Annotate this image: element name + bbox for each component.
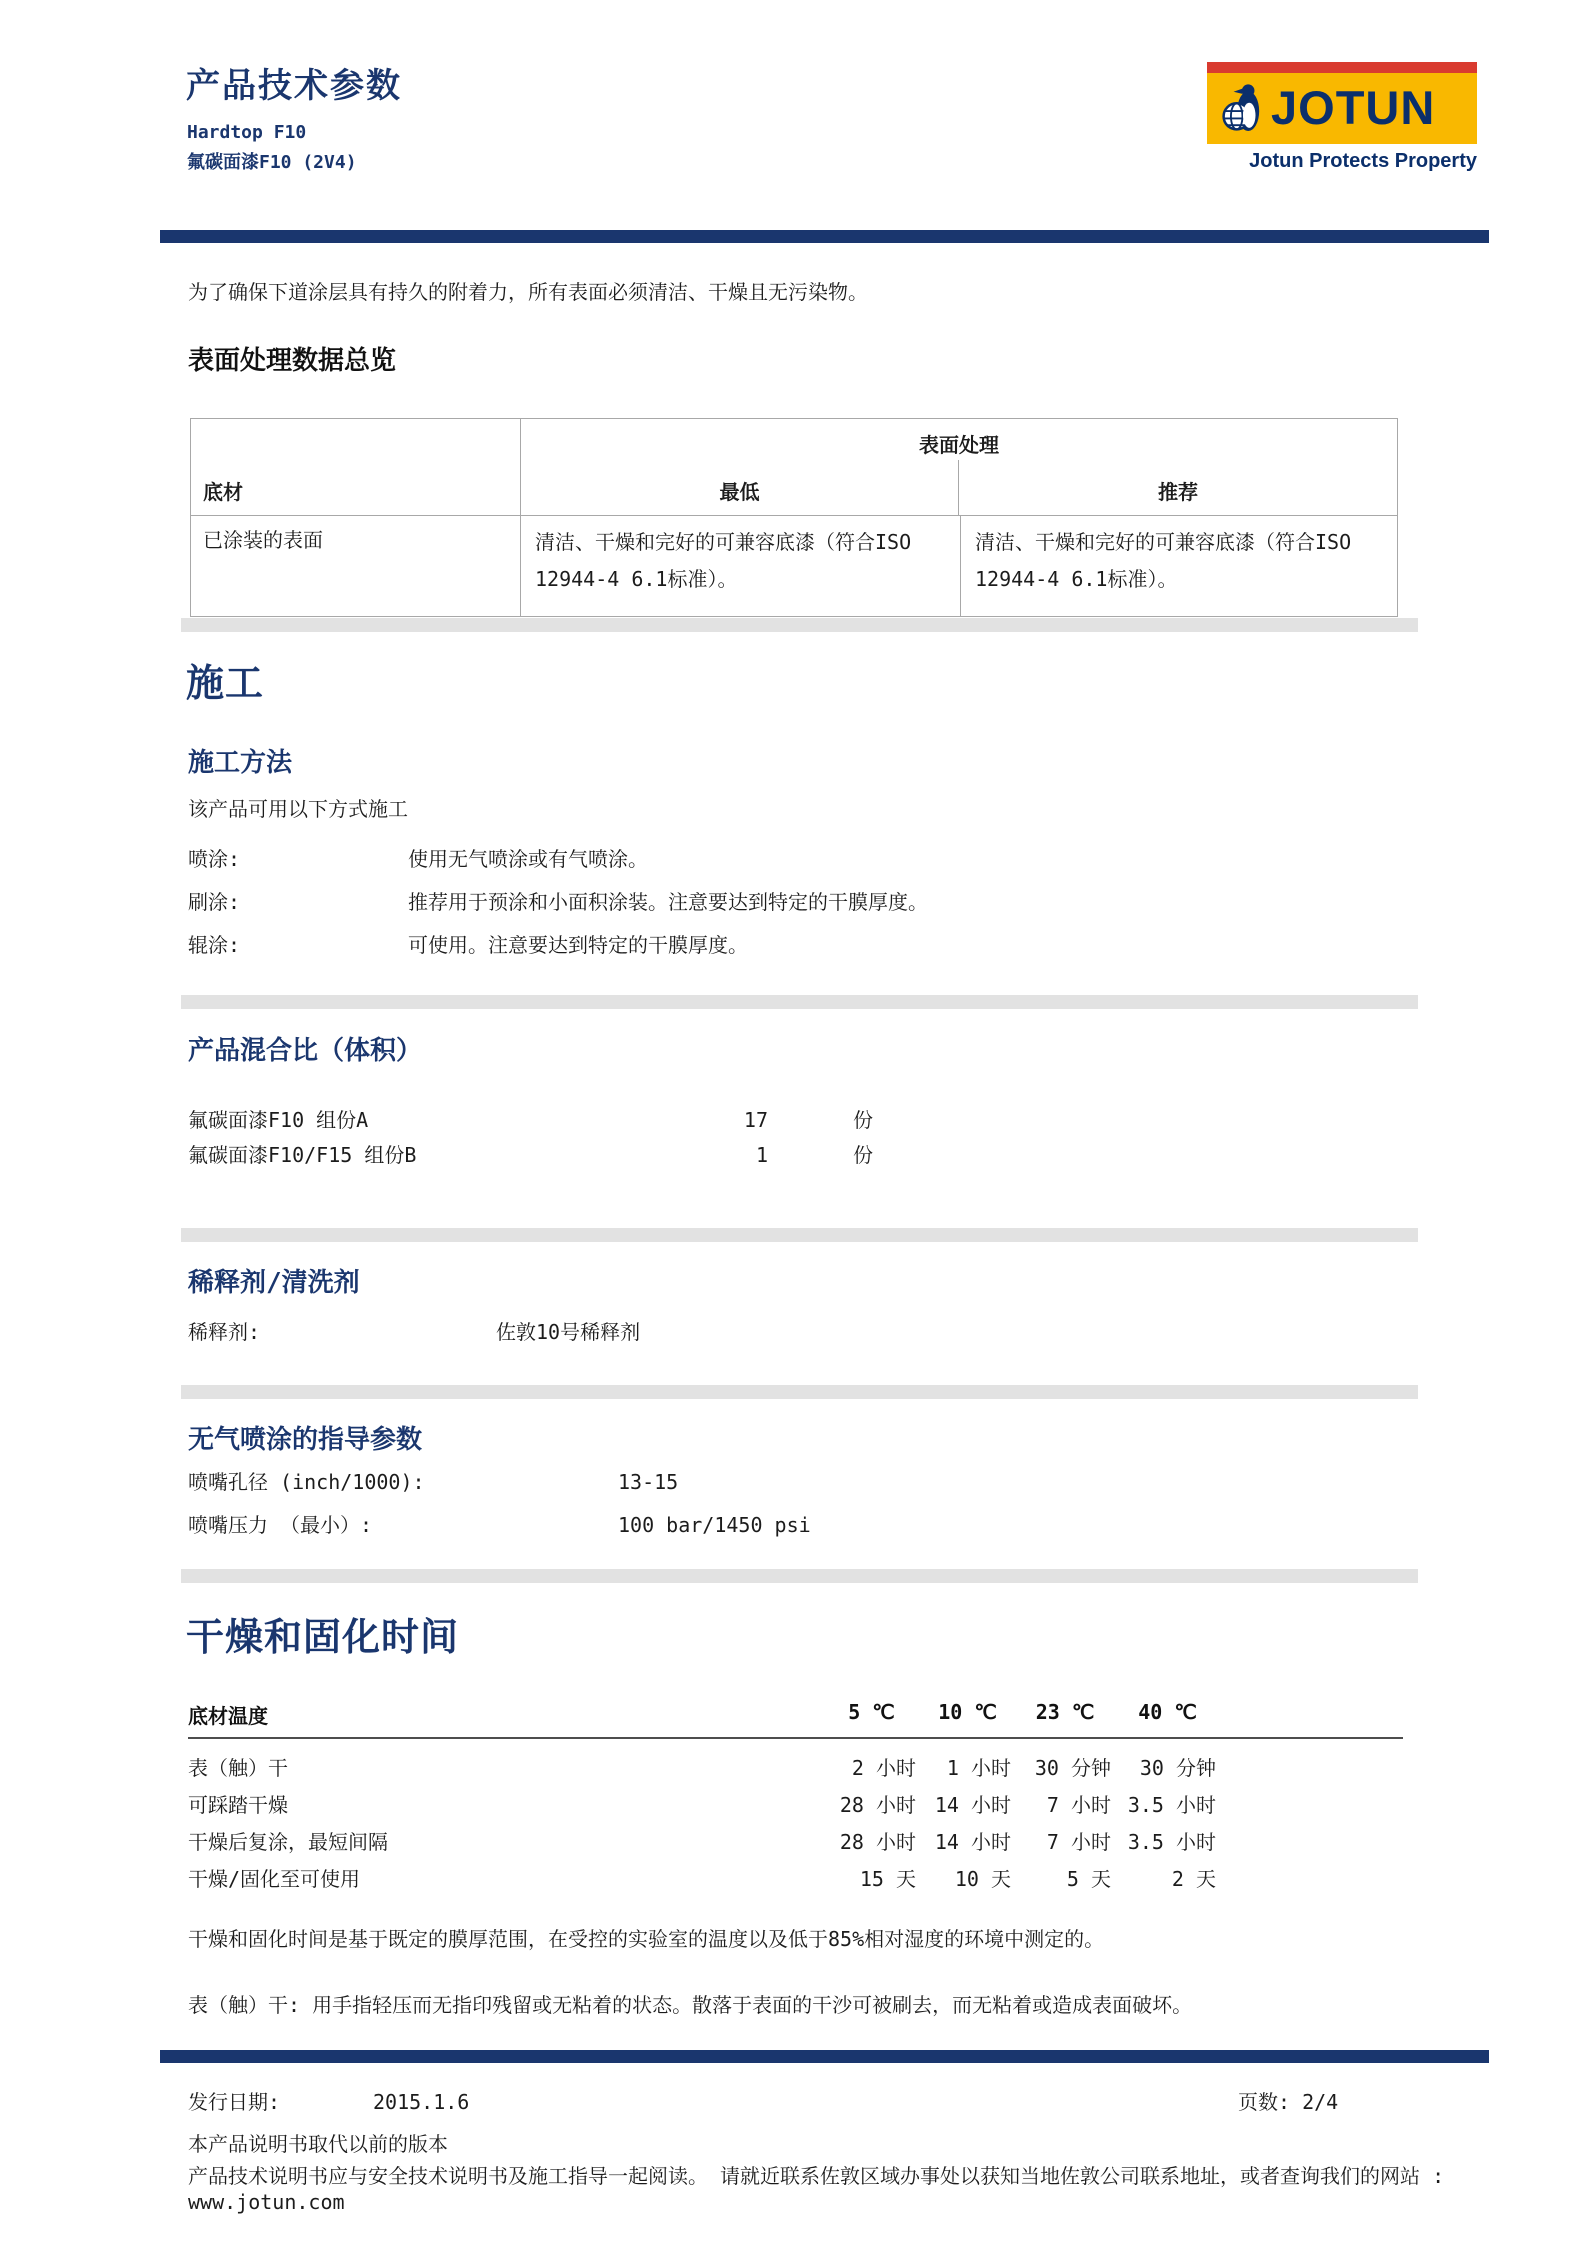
cell-value: 28 小时 (839, 1793, 916, 1817)
mix-row-a (188, 1104, 873, 1133)
cell-value: 14 小时 (934, 1793, 1011, 1817)
thinner-heading: 稀释剂/清洗剂 (188, 1268, 360, 1298)
col-header-minimum: 最低 (521, 460, 959, 515)
footer-website: www.jotun.com (188, 2190, 345, 2214)
surface-prep-heading: 表面处理数据总览 (188, 346, 397, 376)
cell-minimum: 清洁、干燥和完好的可兼容底漆（符合ISO 12944-4 6.1标准）。 (521, 516, 961, 616)
method-desc: 使用无气喷涂或有气喷涂。 (408, 847, 648, 871)
mix-component: 氟碳面漆F10/F15 组份B (188, 1143, 417, 1167)
mix-component: 氟碳面漆F10 组份A (188, 1108, 369, 1132)
method-row-roller (188, 929, 748, 958)
cell-value: 3.5 小时 (1127, 1830, 1216, 1854)
cell-substrate: 已涂装的表面 (191, 516, 521, 616)
surface-prep-table-header (191, 419, 1397, 515)
drying-table-body (188, 1748, 1403, 1896)
cell-value: 30 分钟 (1139, 1756, 1216, 1780)
cell-value: 2 小时 (851, 1756, 916, 1780)
issue-date-label: 发行日期: (188, 2090, 281, 2114)
drying-table-header (188, 1700, 1403, 1729)
application-heading: 施工 (186, 661, 265, 705)
jotun-logo (1207, 62, 1477, 144)
thinner-value: 佐敦10号稀释剂 (496, 1320, 641, 1344)
section-separator (181, 1385, 1418, 1399)
logo-wordmark: JOTUN (1271, 81, 1436, 134)
table-row (191, 515, 1397, 616)
cell-value: 30 分钟 (1034, 1756, 1111, 1780)
footer-disclaimer-1: 本产品说明书取代以前的版本 (188, 2132, 448, 2156)
row-label: 干燥后复涂，最短间隔 (188, 1830, 388, 1854)
cell-value: 3.5 小时 (1127, 1793, 1216, 1817)
section-separator (181, 995, 1418, 1009)
thinner-label: 稀释剂: (188, 1320, 261, 1344)
cell-value: 10 天 (954, 1867, 1011, 1891)
method-desc: 推荐用于预涂和小面积涂装。注意要达到特定的干膜厚度。 (408, 890, 928, 914)
jotun-penguin-globe-icon (1221, 81, 1267, 137)
temp-col-40c: 40 ℃ (1138, 1700, 1197, 1724)
row-label: 表（触）干 (188, 1756, 288, 1780)
intro-paragraph: 为了确保下道涂层具有持久的附着力，所有表面必须清洁、干燥且无污染物。 (188, 280, 868, 304)
airless-heading: 无气喷涂的指导参数 (188, 1425, 423, 1455)
surface-prep-table (190, 418, 1398, 617)
table-row (188, 1859, 1403, 1896)
method-row-spray (188, 843, 648, 872)
top-divider-bar (160, 230, 1489, 243)
temp-col-10c: 10 ℃ (938, 1700, 997, 1724)
airless-row-tip (188, 1466, 678, 1495)
drying-heading: 干燥和固化时间 (186, 1615, 460, 1659)
section-separator (181, 1228, 1418, 1242)
table-row (188, 1785, 1403, 1822)
col-header-substrate: 底材 (191, 419, 521, 515)
airless-label: 喷嘴孔径 (inch/1000): (188, 1470, 425, 1494)
row-label: 干燥/固化至可使用 (188, 1867, 361, 1891)
drying-row-header: 底材温度 (188, 1704, 268, 1728)
mix-unit: 份 (853, 1108, 873, 1132)
cell-value: 7 小时 (1046, 1793, 1111, 1817)
table-row (188, 1748, 1403, 1785)
method-row-brush (188, 886, 928, 915)
drying-note-touch-dry: 表（触）干: 用手指轻压而无指印残留或无粘着的状态。散落于表面的干沙可被刷去，而无粘着或造成表面破坏。 (188, 1993, 1193, 2017)
cell-value: 2 天 (1171, 1867, 1216, 1891)
application-methods-intro: 该产品可用以下方式施工 (188, 797, 408, 821)
logo-red-stripe (1207, 62, 1477, 73)
drying-note-conditions: 干燥和固化时间是基于既定的膜厚范围，在受控的实验室的温度以及低于85%相对湿度的环境中测定的。 (188, 1927, 1105, 1951)
product-name-cn: 氟碳面漆F10 (2V4) (187, 152, 357, 173)
method-desc: 可使用。注意要达到特定的干膜厚度。 (408, 933, 748, 957)
footer-disclaimer-2: 产品技术说明书应与安全技术说明书及施工指导一起阅读。 请就近联系佐敦区域办事处以获知当地佐敦公司联系地址，或者查询我们的网站 : (188, 2164, 1445, 2188)
cell-recommended: 清洁、干燥和完好的可兼容底漆（符合ISO 12944-4 6.1标准）。 (975, 530, 1352, 591)
mixing-heading: 产品混合比（体积） (188, 1036, 423, 1066)
section-separator (181, 1569, 1418, 1583)
issue-date-row (188, 2086, 469, 2115)
drying-table-rule (188, 1737, 1403, 1739)
cell-value: 7 小时 (1046, 1830, 1111, 1854)
method-label: 喷涂: (188, 847, 241, 871)
method-label: 辊涂: (188, 933, 241, 957)
airless-label: 喷嘴压力 （最小）: (188, 1513, 373, 1537)
product-name-en: Hardtop F10 (187, 122, 307, 143)
col-header-recommended: 推荐 (1158, 480, 1198, 504)
section-separator (181, 618, 1418, 632)
page-title: 产品技术参数 (186, 66, 402, 106)
cell-value: 28 小时 (839, 1830, 916, 1854)
thinner-row (188, 1316, 640, 1345)
temp-col-23c: 23 ℃ (1035, 1700, 1095, 1724)
row-label: 可踩踏干燥 (188, 1793, 288, 1817)
airless-row-pressure (188, 1509, 811, 1538)
cell-value: 5 天 (1066, 1867, 1111, 1891)
logo-tagline: Jotun Protects Property (1249, 150, 1477, 172)
temp-col-5c: 5 ℃ (848, 1700, 895, 1724)
page-number: 页数: 2/4 (1238, 2090, 1339, 2114)
issue-date-value: 2015.1.6 (373, 2090, 470, 2114)
bottom-divider-bar (160, 2050, 1489, 2063)
mix-value: 1 (755, 1143, 768, 1167)
airless-value: 100 bar/1450 psi (618, 1513, 811, 1537)
col-group-header: 表面处理 (919, 433, 999, 457)
cell-value: 1 小时 (946, 1756, 1011, 1780)
mix-value: 17 (743, 1108, 768, 1132)
cell-value: 14 小时 (934, 1830, 1011, 1854)
table-row (188, 1822, 1403, 1859)
mix-unit: 份 (853, 1143, 873, 1167)
cell-value: 15 天 (859, 1867, 916, 1891)
mix-row-b (188, 1139, 873, 1168)
application-methods-heading: 施工方法 (188, 748, 293, 778)
method-label: 刷涂: (188, 890, 241, 914)
airless-value: 13-15 (618, 1470, 679, 1494)
